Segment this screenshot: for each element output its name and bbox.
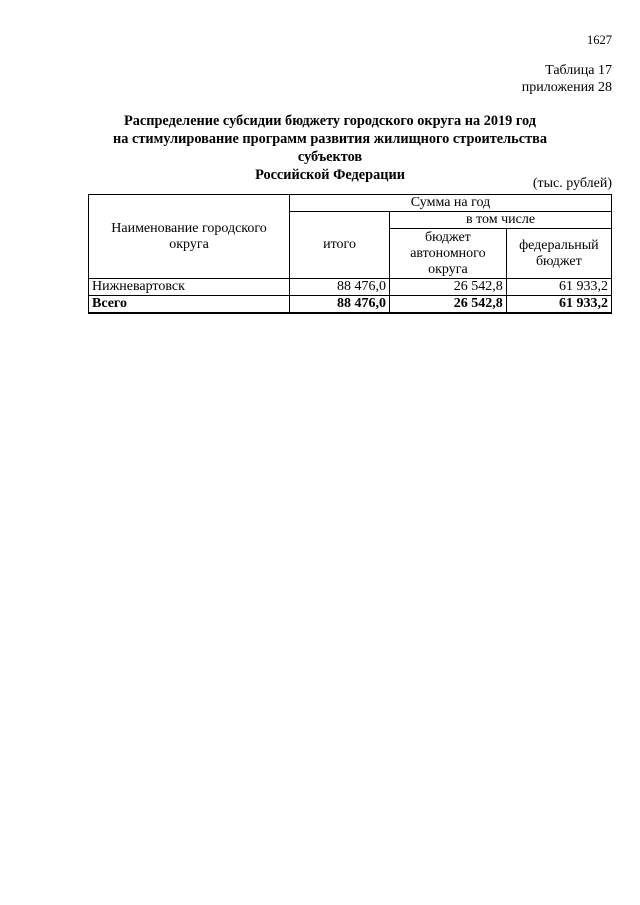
units-label: (тыс. рублей) [532,176,612,191]
totals-row [89,296,612,314]
row-name: Нижневартовск [89,279,290,296]
table-row [89,279,612,296]
row-regional: 26 542,8 [390,279,507,296]
title-line-2: на стимулирование программ развития жилищного строительства субъектов [113,131,547,165]
totals-federal: 61 933,2 [506,296,611,314]
page-number: 1627 [587,33,612,47]
header-regional-budget: бюджет автономного округа [390,229,507,279]
header-federal-budget: федеральный бюджет [506,229,611,279]
header-total: итого [290,212,390,279]
totals-name: Всего [89,296,290,314]
subsidy-table [88,194,612,314]
appendix-number: приложения 28 [521,80,612,95]
document-title [80,112,580,184]
title-line-1: Распределение субсидии бюджету городского округа на 2019 год [124,113,536,129]
title-line-3: Российской Федерации [255,167,405,183]
row-total: 88 476,0 [290,279,390,296]
row-federal: 61 933,2 [506,279,611,296]
totals-regional: 26 542,8 [390,296,507,314]
header-name: Наименование городского округа [89,195,290,279]
totals-total: 88 476,0 [290,296,390,314]
header-annual-sum: Сумма на год [290,195,612,212]
table-reference [522,62,612,96]
table-number: Таблица 17 [545,63,612,78]
header-including: в том числе [390,212,612,229]
